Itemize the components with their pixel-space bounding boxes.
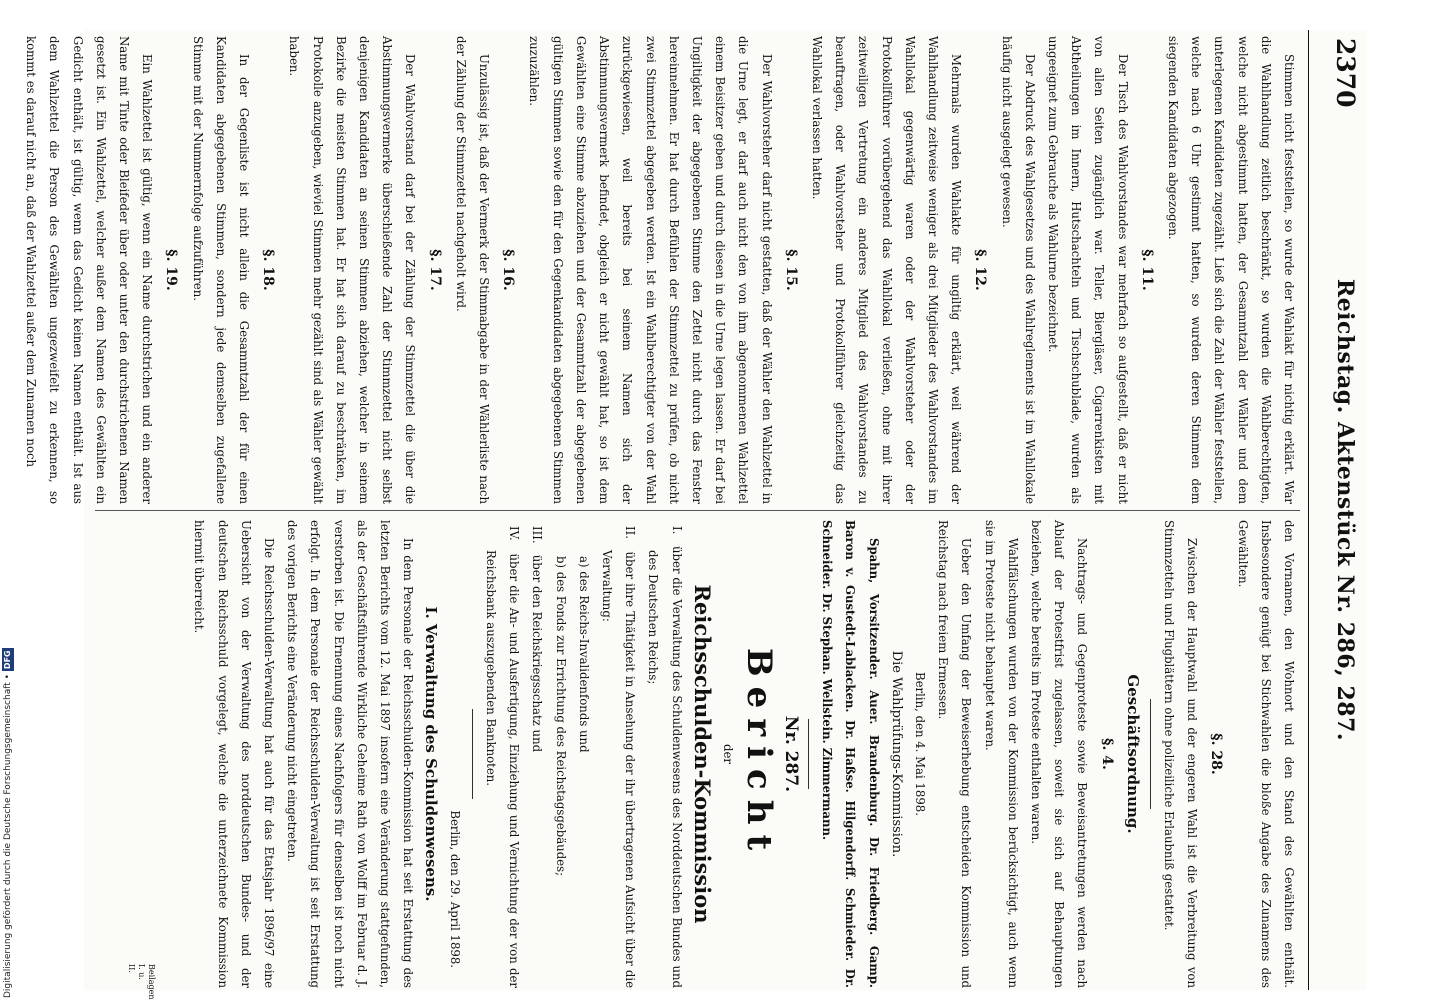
sub-item: b) des Fonds zur Errichtung des Reichstagsgebäudes; xyxy=(553,556,568,877)
section-heading: §. 4. xyxy=(1098,738,1115,770)
paragraph: Unzulässig ist, daß der Vermerk der Stimmabgabe in der Wählerliste nach der Zählung der Stimmzettel nachgeholt wird. xyxy=(453,36,492,504)
paragraph: Nachtrags- und Gegenproteste sowie Beweisantretungen werden nach Ablauf der Protestfrist zugelassen, soweit sie sich auf Behauptungen beziehen, welche bereits im Proteste enthalten waren. xyxy=(1028,520,1090,988)
paragraph: Stimmen nicht feststellen, so wurde der Wahlakt für nichtig erklärt. War die Wahlhandlung zeitlich beschränkt, so wurden die Wahlberechtigten, welche nicht abgestimmt hatten, der Gesammtzahl der Wähler und dem unterlegenen Kandidaten zugezählt. Ließ sich die Zahl der Wähler feststellen, welche nach 6 Uhr gestimmt hatten, so wurden deren Stimmen dem siegenden Kandidaten abgezogen. xyxy=(1165,36,1296,504)
page-header xyxy=(1308,30,1366,990)
document-page xyxy=(24,30,1366,1000)
paragraph: Der Wahlvorsteher darf nicht gestatten, daß der Wähler den Wahlzettel in die Urne legt, er darf auch nicht den von ihm abgenommenen Wahlzettel einem Beisitzer geben und durch diesen in die Urne legen lassen. Er darf bei Ungiltigkeit der abgegebenen Stimme den Zettel nicht durch das Fenster hereinnehmen. Er hat durch Befühlen der Stimmzettel zu prüfen, ob nicht zwei Stimmzettel abgegeben werden. Ist ein Wahlberechtigter von der Wahl zurückgewiesen, weil bereits bei seinem Namen sich der Abstimmungsvermerk befindet, obgleich er nicht gewählt hat, so ist dem Gewählten eine Stimme abzuziehen und der Gesammtzahl der abgegebenen gültigen Stimmen sowie den für den Gegenkandidaten abgegebenen Stimmen zuzuzählen. xyxy=(527,36,774,504)
paragraph: Wahlfälschungen wurden von der Kommission berücksichtigt, auch wenn sie im Proteste nicht behauptet waren. xyxy=(982,520,1020,988)
report-title-der: der xyxy=(720,744,735,764)
list-item xyxy=(641,520,687,988)
dfg-logo: DFG xyxy=(3,650,12,670)
sub-item: a) des Reichs-Invalidenfonds und xyxy=(576,556,591,753)
paragraph: Die Reichsschulden-Verwaltung hat auch für das Etatsjahr 1896/97 eine Uebersicht von der Verwaltung des norddeutschen Bundes- und der deutschen Reichsschuld vorgelegt, welche die unterzeichnete Kommission hiermit überreicht. xyxy=(192,520,277,988)
list-text: über die Verwaltung des Schuldenwesens des Norddeutschen Bundes und des Deutschen Reichs; xyxy=(646,546,684,988)
divider xyxy=(1150,699,1151,809)
subheading-geschaeftsordnung: Geschäftsordnung. xyxy=(1123,674,1142,834)
column-divider xyxy=(95,510,1300,511)
section-heading: §. 28. xyxy=(1208,733,1225,775)
section-heading: §. 12. xyxy=(972,249,989,291)
paragraph: Zwischen der Hauptwahl und der engeren Wahl ist die Verbreitung von Stimmzetteln und Flugblättern ohne polizeiliche Erlaubniß gestattet. xyxy=(1161,520,1200,988)
credit-text: Digitalisierung gefördert durch die Deutsche Forschungsgemeinschaft • xyxy=(3,674,13,998)
paragraph: In dem Personale der Reichsschulden-Kommission hat seit Erstattung des letzten Berichts vom 12. Mai 1897 insofern eine Veränderung stattgefunden, als der Geschäftsführende Wirkliche Geheime Rath von Wolff im Februar d. J. verstorben ist. Die Ernennung eines Nachfolgers für denselben ist noch nicht erfolgt. In dem Personale der Reichsschulden-Verwaltung ist seit Erstattung des vorigen Berichts eine Veränderung nicht eingetreten. xyxy=(285,520,416,988)
list-marker: II. xyxy=(623,526,638,539)
divider xyxy=(472,709,473,799)
left-column xyxy=(24,36,1300,504)
date-line: Berlin, den 4. Mai 1898. xyxy=(912,672,927,816)
paragraph: Der Tisch des Wahlvorstandes war mehrfach so aufgestellt, daß er nicht von allen Seiten zugänglich war. Teller, Biergläser, Cigarrenkisten mit Abtheilungen im Innern, Hutschachteln und Tischschublade, wurden als ungeeignet zum Gebrauche als Wahlurne bezeichnet. xyxy=(1045,36,1130,504)
divider xyxy=(808,719,809,789)
document-number: Nr. 287. xyxy=(780,715,801,793)
date-line: Berlin, den 29. April 1898. xyxy=(447,810,462,968)
paragraph: Der Abdruck des Wahlgesetzes und des Wahlreglements ist im Wahllokale häufig nicht ausgelegt gewesen. xyxy=(999,36,1037,504)
margin-note: Beilagen I. u. II. xyxy=(127,964,156,1000)
list-item xyxy=(479,520,525,988)
list-text: über ihre Thätigkeit in Ansehung der ihr übertragenen Aufsicht über die Verwaltung: xyxy=(599,550,638,988)
section-heading: §. 16. xyxy=(500,249,517,291)
page-number: 2370 xyxy=(1331,38,1360,108)
rotated-content xyxy=(24,30,1366,1000)
paragraph: Mehrmals wurden Wahlakte für ungiltig erklärt, weil während der Wahlhandlung zeitweise weniger als drei Mitglieder des Wahlvorstandes im Wahllokal gegenwärtig waren oder der Wahlvorsteher oder der Protokollführer vorübergehend das Wahllokal verließen, ohne mit ihrer zeitweiligen Vertretung ein anderes Mitglied des Wahlvorstandes zu beauftragen, oder Wahlvorsteher und Protokollführer gleichzeitig das Wahllokal verlassen hatten. xyxy=(809,36,964,504)
paragraph: Ueber den Umfang der Beweiserhebung entscheiden Kommission und Reichstag nach freiem Ermessen. xyxy=(936,520,974,988)
list-marker: III. xyxy=(530,526,545,544)
paragraph: den Vornamen, den Wohnort und den Stand des Gewählten enthält. Insbesondere genügt bei Stichwahlen die bloße Angabe des Zunamens des Gewählten. xyxy=(1235,520,1296,988)
section-heading: §. 15. xyxy=(782,249,799,291)
list-item xyxy=(525,520,548,988)
list-text: über den Reichskriegsschatz und xyxy=(530,554,545,753)
paragraph: In der Gegenliste ist nicht allein die Gesammtzahl der für einen Kandidaten abgegebenen Stimmen, sondern jede demselben zugefallene Stimme mit der Nummernfolge aufzuführen. xyxy=(190,36,252,504)
section-heading: §. 17. xyxy=(426,249,443,291)
committee-name: Die Wahlprüfungs-Kommission. xyxy=(888,650,904,858)
paragraph: Der Wahlvorstand darf bei der Zählung der Stimmzettel die über die Abstimmungsvermerke überschießende Zahl der Stimmzettel nicht selbst denjenigen Kandidaten an seinen Stimmen abziehen, welcher in seinem Bezirke die meisten Stimmen hat. Er hat sich darauf zu beschränken, im Protokolle anzugeben, wieviel Stimmen mehr gezählt sind als Wähler gewählt haben. xyxy=(287,36,418,504)
list-marker: IV. xyxy=(507,526,522,541)
section-heading: §. 19. xyxy=(163,249,180,291)
right-column xyxy=(95,520,1300,1000)
paragraph: Ein Wahlzettel ist gültig, wenn ein Name durchstrichen und ein anderer Name mit Tinte oder Bleifeder über oder unter den durchstrichenen Namen gesetzt ist. Ein Wahlzettel, welcher außer dem Namen des Gewählten ein Gedicht enthält, ist gültig, wenn das Gedicht keinen Namen enthält. Ist aus dem Wahlzettel die Person des Gewählten ungezweifelt zu erkennen, so kommt es darauf nicht an, daß der Wahlzettel außer dem Zunamen noch xyxy=(24,36,155,504)
list-item xyxy=(595,520,641,988)
committee-members: Spahn, Vorsitzender. Auer. Brandenburg. Dr. Friedberg. Gamp. Baron v. Gustedt-Lablacken. Dr. Haßse. Hilgendorff. Schmieder. Dr. Schneider. Dr. Stephan. Wellstein. Zimmermann. xyxy=(820,520,881,988)
section-title: I. Verwaltung des Schuldenwesens. xyxy=(422,606,441,902)
report-title: Bericht xyxy=(738,647,779,861)
section-heading: §. 18. xyxy=(260,249,277,291)
list-text: über die An- und Ausfertigung, Einziehung und Vernichtung der von der Reichsbank auszugebenden Banknoten. xyxy=(483,550,522,988)
commission-name: Reichsschulden-Kommission xyxy=(689,584,715,924)
page-title: Reichstag. Aktenstück Nr. 286, 287. xyxy=(1332,278,1358,742)
list-marker: I. xyxy=(669,526,684,535)
section-heading: §. 11. xyxy=(1138,249,1155,291)
